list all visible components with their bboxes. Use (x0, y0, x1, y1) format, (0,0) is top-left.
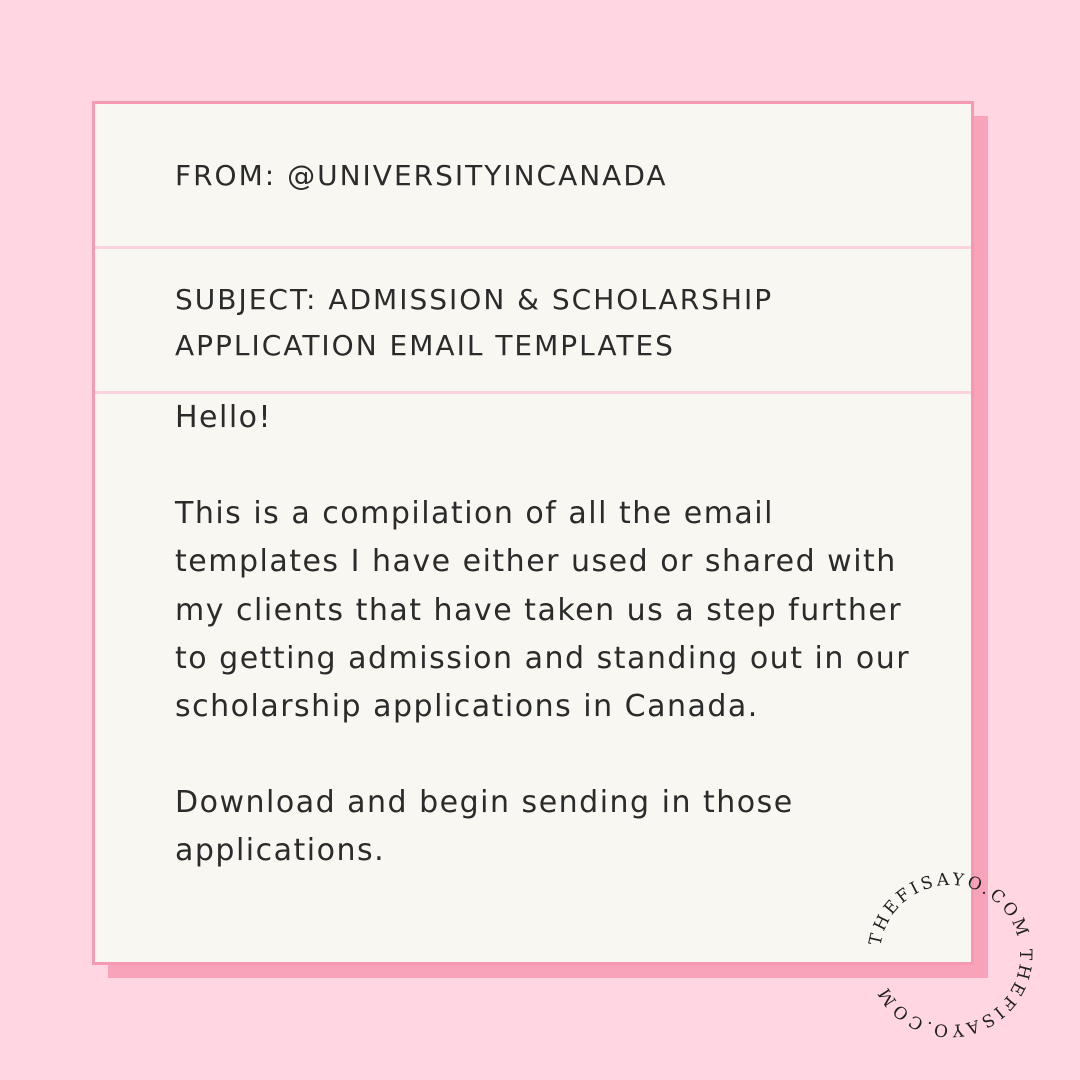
email-card (92, 101, 974, 965)
email-subject: SUBJECT: ADMISSION & SCHOLARSHIP APPLICATION EMAIL TEMPLATES (175, 283, 774, 362)
email-greeting: Hello! (175, 400, 273, 435)
divider (95, 246, 971, 249)
email-paragraph: Download and begin sending in those applications. (175, 785, 794, 869)
website-stamp-logo (855, 860, 1045, 1050)
email-paragraph: This is a compilation of all the email templates I have either used or shared with my clients that have taken us a step further to getting admission and standing out in our scholarship applications in Canada. (175, 496, 911, 725)
stamp-text: THEFISAYO.COM THEFISAYO.COM (865, 869, 1036, 1041)
email-body (95, 394, 971, 876)
email-from: FROM: @UNIVERSITYINCANADA (175, 159, 668, 192)
